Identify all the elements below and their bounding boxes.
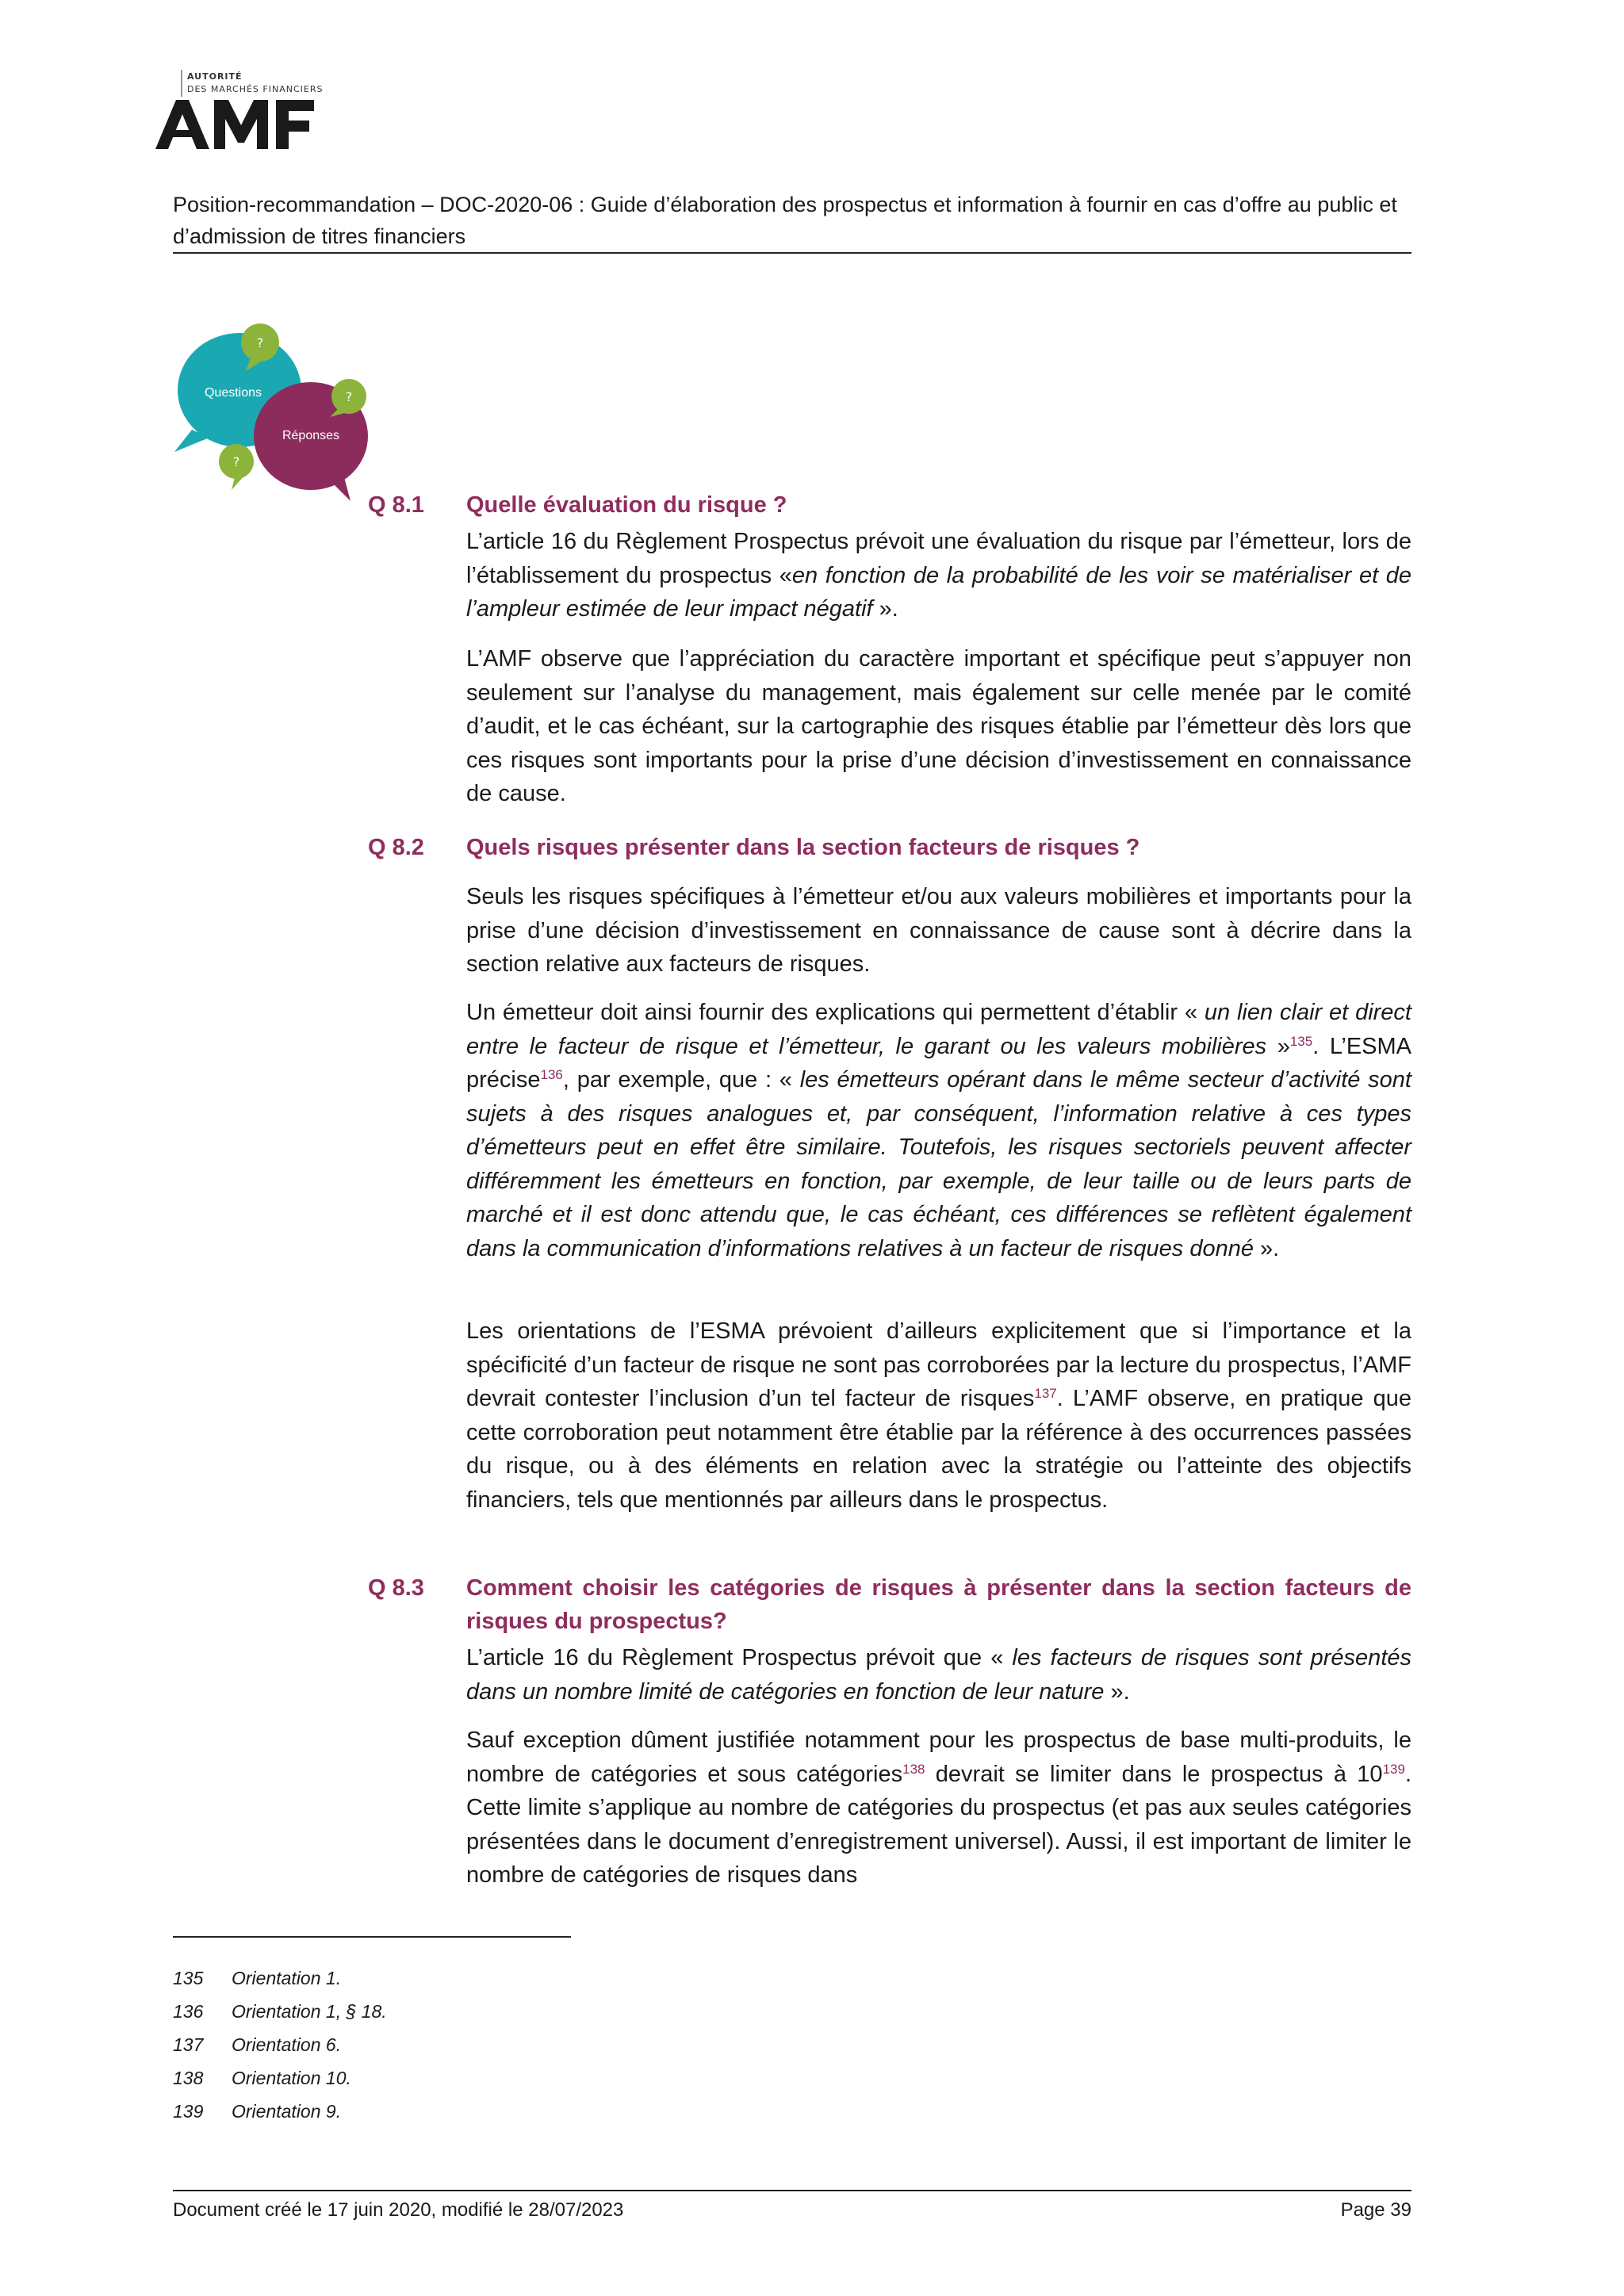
text-span: Sauf exception dûment justifiée notamment pour les prospectus de base multi-produits, le nombre de catégories et sous catégories [466, 1728, 1411, 1787]
quote-span: en fonction de la probabilité de les voir se matérialiser et de l’ampleur estimée de leur impact négatif [466, 562, 1411, 622]
footnote-ref-137[interactable]: 137 [1034, 1386, 1057, 1401]
footnote-text: Orientation 9. [232, 2101, 342, 2122]
question-mark-3: ? [232, 454, 240, 469]
footnote-text: Orientation 1, § 18. [232, 2001, 387, 2022]
footer-divider [173, 2190, 1411, 2191]
text-span: Un émetteur doit ainsi fournir des explications qui permettent d’établir « [466, 1000, 1205, 1025]
footnote-number: 136 [173, 2001, 204, 2022]
question-mark-2: ? [345, 389, 353, 404]
text-span: ». [1254, 1235, 1280, 1261]
document-header-title: Position-recommandation – DOC-2020-06 : Guide d’élaboration des prospectus et information à fournir en cas d’offre au public et d’admission de titres financiers [173, 193, 1397, 248]
footer-page-number: Page 39 [1340, 2199, 1411, 2221]
paragraph-8-2-1: Seuls les risques spécifiques à l’émetteur et/ou aux valeurs mobilières et importants pour la prise d’une décision d’investissement en connaissance de cause sont à décrire dans la section relative aux facteurs de risques. [466, 884, 1411, 977]
text-span: Les orientations de l’ESMA prévoient d’ailleurs explicitement que si l’importance et la spécificité d’un facteur de risque ne sont pas corroborées par la lecture du prospectus, l’AMF devrait contester l’inclusion d’un tel facteur de risques [466, 1318, 1411, 1411]
text-span: . L’AMF observe, en pratique que cette corroboration peut notamment être établie par la référence à des occurrences passées du risque, ou à des éléments en relation avec la stratégie ou l’atteinte des objectifs financiers, tels que mentionnés par ailleurs dans le prospectus. [466, 1386, 1411, 1513]
footnote-number: 137 [173, 2034, 204, 2055]
paragraph-8-1-1 [466, 525, 1411, 626]
footnote-137 [173, 2034, 728, 2056]
footnote-number: 138 [173, 2068, 204, 2088]
question-title: Comment choisir les catégories de risques à présenter dans la section facteurs de risques du prospectus? [466, 1575, 1411, 1634]
questions-label: Questions [204, 386, 262, 400]
footnote-139 [173, 2101, 728, 2122]
footnote-ref-135[interactable]: 135 [1289, 1033, 1313, 1049]
questions-reponses-graphic [168, 319, 374, 501]
text-span: » [1266, 1033, 1290, 1059]
text-span: L’article 16 du Règlement Prospectus prévoit une évaluation du risque par l’émetteur, lors de l’établissement du prospectus « [466, 529, 1411, 588]
question-title: Quelle évaluation du risque ? [466, 492, 787, 518]
header-divider [173, 252, 1411, 254]
text-span: ». [872, 596, 898, 622]
logo-line-1: AUTORITÉ [187, 71, 243, 82]
footnote-135 [173, 1968, 728, 1989]
question-title: Quels risques présenter dans la section facteurs de risques ? [466, 835, 1140, 860]
text-span: , par exemple, que : « [562, 1067, 800, 1093]
footnote-ref-139[interactable]: 139 [1382, 1761, 1405, 1777]
footnote-number: 135 [173, 1968, 204, 1988]
paragraph-8-1-2: L’AMF observe que l’appréciation du caractère important et spécifique peut s’appuyer non seulement sur l’analyse du management, mais également sur celle menée par le comité d’audit, et le cas échéant, sur la cartographie des risques établie par l’émetteur dès lors que ces risques sont importants pour la prise d’une décision d’investissement en connaissance de cause. [466, 646, 1411, 806]
footnote-ref-138[interactable]: 138 [902, 1761, 925, 1777]
quote-span: les facteurs de risques sont présentés dans un nombre limité de catégories en fonction de leur nature [466, 1645, 1411, 1705]
footnote-136 [173, 2001, 728, 2022]
question-number: Q 8.3 [368, 1575, 424, 1601]
logo-divider [181, 70, 182, 97]
footnote-divider [173, 1936, 571, 1938]
footnote-text: Orientation 6. [232, 2034, 342, 2055]
amf-logo [155, 67, 354, 162]
logo-line-2: DES MARCHÉS FINANCIERS [187, 84, 324, 94]
paragraph-8-3-1 [466, 1641, 1411, 1709]
paragraph-8-2-2 [466, 996, 1411, 1265]
footnote-138 [173, 2068, 728, 2089]
reponses-label: Réponses [282, 429, 340, 442]
text-span: ». [1104, 1678, 1130, 1705]
amf-logo-mark [155, 98, 354, 151]
question-number: Q 8.1 [368, 492, 424, 518]
text-span: . Cette limite s’applique au nombre de catégories du prospectus (et pas aux seules catégories présentées dans le document d’enregistrement universel). Aussi, il est important de limiter le nombre de catégories de risques dans [466, 1761, 1411, 1888]
footnote-number: 139 [173, 2101, 204, 2122]
footnote-ref-136[interactable]: 136 [540, 1067, 563, 1082]
footnote-text: Orientation 1. [232, 1968, 342, 1988]
quote-span: un lien clair et direct entre le facteur de risque et l’émetteur, le garant ou les valeurs mobilières [466, 1000, 1411, 1059]
quote-span: les émetteurs opérant dans le même secteur d’activité sont sujets à des risques analogues et, par conséquent, l’information relative à ces types d’émetteurs peut en effet être similaire. Toutefois, les risques sectoriels peuvent affecter différemment les émetteurs en fonction, par exemple, de leur taille ou de leurs parts de marché et il est donc attendu que, le cas échéant, ces différences se reflètent également dans la communication d’informations relatives à un facteur de risques donné [466, 1067, 1411, 1261]
question-number: Q 8.2 [368, 835, 424, 860]
paragraph-8-3-2 [466, 1724, 1411, 1892]
text-span: devrait se limiter dans le prospectus à 10 [925, 1761, 1383, 1787]
footer-document-date: Document créé le 17 juin 2020, modifié le 28/07/2023 [173, 2199, 624, 2221]
footnote-text: Orientation 10. [232, 2068, 351, 2088]
question-mark-1: ? [256, 335, 264, 350]
text-span: . L’ESMA précise [466, 1033, 1412, 1093]
paragraph-8-2-3 [466, 1314, 1411, 1517]
text-span: L’article 16 du Règlement Prospectus prévoit que « [466, 1645, 1013, 1670]
